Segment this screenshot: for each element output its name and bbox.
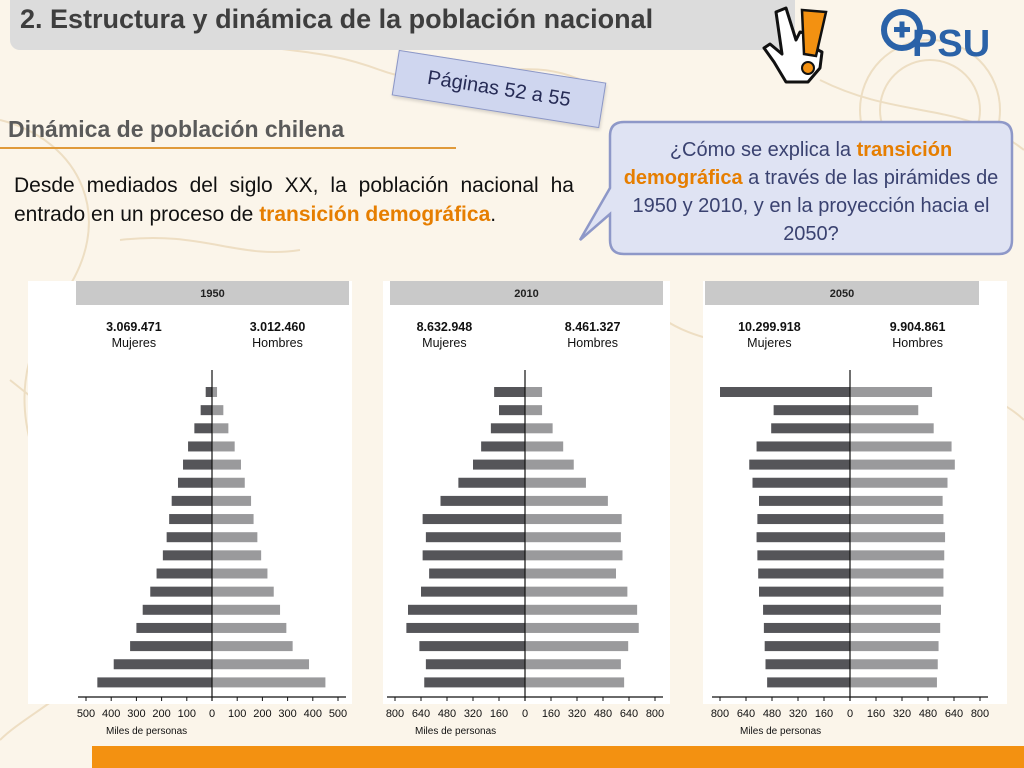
women-bar — [757, 514, 850, 524]
women-bar — [163, 550, 212, 560]
women-bar — [426, 659, 525, 669]
page-title: 2. Estructura y dinámica de la población nacional — [20, 4, 654, 34]
axis-title: Miles de personas — [415, 726, 497, 737]
question-text — [622, 136, 1000, 248]
women-bar — [499, 405, 525, 415]
women-bar — [429, 569, 525, 579]
axis-tick-label: 0 — [846, 708, 854, 720]
axis-tick-label: 300 — [278, 708, 297, 720]
women-bar — [753, 478, 851, 488]
men-bar — [850, 605, 941, 615]
axis-tick-label: 480 — [762, 708, 782, 720]
men-bar — [850, 587, 943, 597]
women-label: Mujeres — [422, 336, 467, 350]
men-bar — [850, 532, 945, 542]
women-bar — [759, 496, 850, 506]
men-bar — [212, 532, 257, 542]
men-bar — [525, 514, 622, 524]
women-total: 3.069.471 — [106, 320, 162, 334]
body-text: Desde mediados del siglo XX, la población nacional ha entrado en un proceso de — [14, 174, 574, 226]
men-bar — [525, 641, 628, 651]
men-bar — [525, 460, 574, 470]
men-bar — [212, 587, 274, 597]
axis-tick-label: 100 — [228, 708, 247, 720]
women-total: 10.299.918 — [738, 320, 801, 334]
women-bar — [423, 550, 525, 560]
men-bar — [525, 532, 621, 542]
men-bar — [212, 405, 223, 415]
body-paragraph — [14, 171, 574, 229]
men-bar — [212, 659, 309, 669]
axis-tick-label: 800 — [385, 708, 405, 720]
axis-tick-label: 0 — [208, 708, 216, 720]
subtitle-underline — [0, 147, 456, 149]
women-bar — [157, 569, 212, 579]
men-bar — [212, 460, 241, 470]
women-bar — [774, 405, 850, 415]
women-bar — [194, 423, 212, 433]
axis-tick-label: 160 — [489, 708, 509, 720]
men-bar — [850, 405, 918, 415]
men-bar — [212, 623, 286, 633]
pages-note: Páginas 52 a 55 — [392, 50, 607, 128]
axis-tick-label: 320 — [892, 708, 912, 720]
women-bar — [201, 405, 212, 415]
psu-logo — [878, 6, 1000, 62]
women-bar — [757, 550, 850, 560]
axis-tick-label: 800 — [710, 708, 730, 720]
axis-tick-label: 400 — [102, 708, 121, 720]
men-bar — [212, 478, 245, 488]
axis-tick-label: 0 — [521, 708, 529, 720]
pyramid-panel-bg — [28, 281, 352, 704]
men-bar — [525, 659, 621, 669]
pyramid-year: 2050 — [829, 288, 855, 300]
men-bar — [850, 550, 944, 560]
men-bar — [212, 514, 254, 524]
men-bar — [850, 478, 948, 488]
body-end: . — [490, 203, 497, 226]
women-bar — [169, 514, 212, 524]
women-bar — [720, 387, 850, 397]
women-bar — [458, 478, 525, 488]
women-bar — [441, 496, 526, 506]
section-subtitle: Dinámica de población chilena — [8, 116, 345, 142]
axis-title: Miles de personas — [106, 726, 188, 737]
footer-bar — [92, 746, 1024, 768]
men-bar — [850, 659, 938, 669]
women-bar — [757, 441, 850, 451]
women-bar — [183, 460, 212, 470]
men-bar — [850, 441, 952, 451]
women-bar — [481, 441, 525, 451]
men-total: 3.012.460 — [249, 320, 306, 334]
women-bar — [97, 677, 212, 687]
men-bar — [525, 677, 624, 687]
axis-tick-label: 200 — [152, 708, 171, 720]
men-total: 8.461.327 — [564, 320, 621, 334]
axis-tick-label: 320 — [567, 708, 587, 720]
women-bar — [419, 641, 525, 651]
men-bar — [525, 387, 542, 397]
men-bar — [850, 677, 937, 687]
axis-tick-label: 640 — [944, 708, 964, 720]
men-bar — [850, 569, 943, 579]
men-bar — [212, 423, 228, 433]
men-bar — [525, 405, 542, 415]
women-bar — [406, 623, 525, 633]
population-pyramids-chart — [0, 262, 1024, 746]
men-label: Hombres — [252, 336, 303, 350]
women-bar — [491, 423, 525, 433]
women-bar — [764, 623, 850, 633]
women-bar — [494, 387, 525, 397]
men-bar — [525, 496, 608, 506]
men-bar — [525, 569, 616, 579]
axis-tick-label: 300 — [127, 708, 146, 720]
women-bar — [424, 677, 525, 687]
axis-tick-label: 200 — [253, 708, 272, 720]
men-bar — [850, 387, 932, 397]
men-bar — [525, 623, 639, 633]
men-bar — [850, 641, 939, 651]
women-bar — [408, 605, 525, 615]
women-bar — [765, 641, 850, 651]
men-bar — [525, 587, 627, 597]
women-bar — [473, 460, 525, 470]
axis-tick-label: 800 — [645, 708, 665, 720]
women-bar — [763, 605, 850, 615]
women-bar — [426, 532, 525, 542]
axis-tick-label: 640 — [619, 708, 639, 720]
men-bar — [850, 514, 943, 524]
men-bar — [212, 605, 280, 615]
women-bar — [757, 532, 850, 542]
men-bar — [212, 550, 261, 560]
men-bar — [212, 641, 293, 651]
women-bar — [206, 387, 212, 397]
women-bar — [423, 514, 525, 524]
pyramid-year: 1950 — [200, 288, 225, 300]
men-bar — [525, 441, 563, 451]
women-bar — [749, 460, 850, 470]
axis-tick-label: 640 — [411, 708, 431, 720]
men-label: Hombres — [567, 336, 618, 350]
men-bar — [525, 550, 623, 560]
women-bar — [178, 478, 212, 488]
men-bar — [850, 423, 934, 433]
women-bar — [767, 677, 850, 687]
axis-tick-label: 500 — [328, 708, 348, 720]
question-part2: a través de las pirámides de 1950 y 2010, y en la proyección hacia el 2050? — [632, 167, 999, 245]
women-bar — [167, 532, 212, 542]
axis-tick-label: 320 — [788, 708, 808, 720]
men-bar — [525, 605, 637, 615]
axis-tick-label: 160 — [541, 708, 561, 720]
women-bar — [766, 659, 851, 669]
axis-tick-label: 500 — [76, 708, 96, 720]
axis-tick-label: 100 — [177, 708, 196, 720]
men-bar — [212, 387, 217, 397]
pointing-hand-icon — [756, 2, 834, 86]
women-bar — [758, 569, 850, 579]
women-bar — [143, 605, 212, 615]
women-bar — [150, 587, 212, 597]
question-part1: ¿Cómo se explica la — [669, 139, 857, 161]
men-total: 9.904.861 — [889, 320, 946, 334]
men-bar — [212, 496, 251, 506]
axis-tick-label: 320 — [463, 708, 483, 720]
men-bar — [850, 496, 943, 506]
women-bar — [188, 441, 212, 451]
men-bar — [212, 677, 325, 687]
axis-tick-label: 480 — [437, 708, 457, 720]
men-bar — [525, 423, 553, 433]
question-highlight: transición demográfica — [623, 139, 953, 189]
women-bar — [771, 423, 850, 433]
men-label: Hombres — [892, 336, 943, 350]
men-bar — [850, 460, 955, 470]
women-total: 8.632.948 — [416, 320, 473, 334]
women-bar — [130, 641, 212, 651]
women-bar — [114, 659, 212, 669]
women-bar — [759, 587, 850, 597]
men-bar — [212, 569, 267, 579]
axis-tick-label: 640 — [736, 708, 756, 720]
axis-title: Miles de personas — [740, 726, 822, 737]
axis-tick-label: 160 — [814, 708, 834, 720]
women-label: Mujeres — [747, 336, 792, 350]
axis-tick-label: 480 — [918, 708, 938, 720]
women-bar — [136, 623, 212, 633]
axis-tick-label: 480 — [593, 708, 613, 720]
axis-tick-label: 800 — [970, 708, 990, 720]
pyramid-year: 2010 — [514, 288, 539, 300]
men-bar — [525, 478, 586, 488]
axis-tick-label: 160 — [866, 708, 886, 720]
logo-text: PSU — [912, 23, 991, 62]
axis-tick-label: 400 — [303, 708, 322, 720]
women-bar — [421, 587, 525, 597]
body-highlight: transición demográfica — [259, 203, 491, 226]
women-label: Mujeres — [111, 336, 157, 350]
men-bar — [212, 441, 235, 451]
men-bar — [850, 623, 940, 633]
women-bar — [172, 496, 212, 506]
